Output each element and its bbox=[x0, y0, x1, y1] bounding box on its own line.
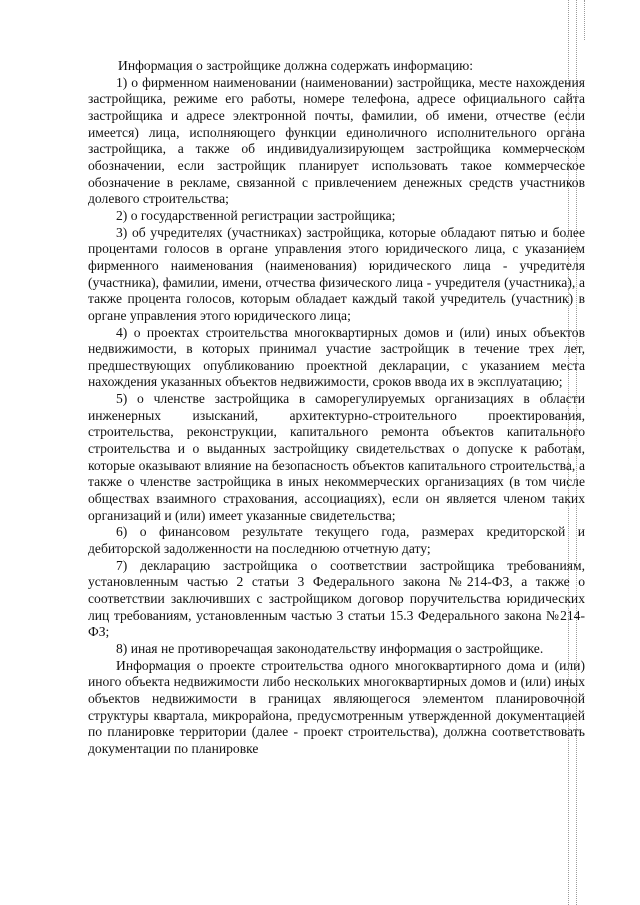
project-info-paragraph: Информация о проекте строительства одного многоквартирного дома и (или) иного объекта недвижимости либо нескольких многоквартирных домов и (или) иных объектов недвижимости в границах являющегося элементом планировочной структуры квартала, микрорайона, предусмотренным утвержденной документацией по планировке территории (далее - проект строительства), должна соответствовать документации по планировке bbox=[88, 657, 585, 756]
item-1-paragraph: 1) о фирменном наименовании (наименовании) застройщика, месте нахождения застройщика, режиме его работы, номере телефона, адресе официального сайта застройщика и адресе электронной почты, фамилии, об имени, отчестве (если имеется) лица, исполняющего функции единоличного исполнительного органа застройщика, а также об индивидуализирующем застройщика коммерческом обозначении, если застройщик планирует использовать такое коммерческое обозначение в рекламе, связанной с привлечением денежных средств участников долевого строительства; bbox=[88, 74, 585, 207]
intro-paragraph: Информация о застройщике должна содержать информацию: bbox=[118, 58, 474, 73]
document-page bbox=[88, 58, 585, 758]
item-4-paragraph: 4) о проектах строительства многоквартирных домов и (или) иных объектов недвижимости, в которых принимал участие застройщик в течение трех лет, предшествующих опубликованию проектной декларации, с указанием места нахождения указанных объектов недвижимости, сроков ввода их в эксплуатацию; bbox=[88, 324, 585, 390]
item-6-paragraph: 6) о финансовом результате текущего года, размерах кредиторской и дебиторской задолженности на последнюю отчетную дату; bbox=[88, 524, 585, 557]
item-2-paragraph: 2) о государственной регистрации застройщика; bbox=[116, 207, 396, 223]
item-8-paragraph: 8) иная не противоречащая законодательству информация о застройщике. bbox=[116, 640, 544, 656]
item-3-paragraph: 3) об учредителях (участниках) застройщика, которые обладают пятью и более процентами голосов в органе управления этого юридического лица, с указанием фирменного наименования (наименования) юридического лица - учредителя (участника), фамилии, имени, отчества физического лица - учредителя (участника), а также процента голосов, которым обладает каждый такой учредитель (участник) в органе управления этого юридического лица; bbox=[88, 224, 585, 323]
item-7-paragraph: 7) декларацию застройщика о соответствии застройщика требованиям, установленным частью 2 статьи 3 Федерального закона №214-ФЗ, а также о соответствии заключивших с застройщиком договор поручительства юридических лиц требованиям, установленным частью 3 статьи 15.3 Федерального закона №214-ФЗ; bbox=[88, 557, 585, 640]
scan-artifact-line bbox=[584, 0, 585, 40]
item-5-paragraph: 5) о членстве застройщика в саморегулируемых организациях в области инженерных изысканий, архитектурно-строительного проектирования, строительства, реконструкции, капитального ремонта объектов капитального строительства и о выданных застройщику свидетельствах о допуске к работам, которые оказывают влияние на безопасность объектов капитального строительства, а также о членстве застройщика в иных некоммерческих организациях (в том числе обществах взаимного страхования, ассоциациях), если он является членом таких организаций и (или) имеет указанные свидетельства; bbox=[88, 391, 585, 523]
